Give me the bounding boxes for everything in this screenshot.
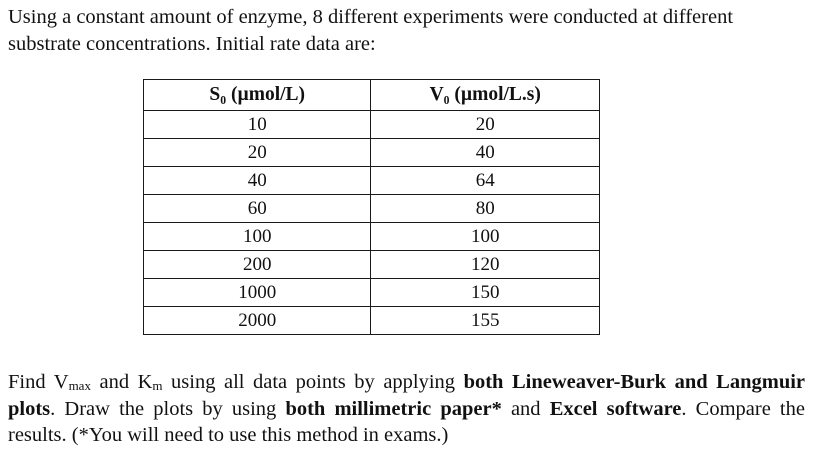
question-text: . Draw the plots by using	[50, 397, 286, 420]
km-subscript: m	[152, 378, 163, 393]
substrate-cell: 20	[144, 139, 371, 167]
question-text: . Compare the results. (*You will need to use this method in exams.)	[8, 397, 805, 446]
question-text: and K	[90, 371, 153, 393]
rate-cell: 40	[371, 139, 600, 167]
rate-cell: 64	[371, 167, 600, 195]
rate-data-table	[143, 79, 600, 335]
table-header-row	[144, 80, 600, 111]
table-row	[144, 251, 600, 279]
question-paragraph	[8, 369, 805, 449]
vmax-subscript: max	[68, 378, 91, 393]
question-text: Find V	[8, 371, 69, 393]
question-text: and	[501, 397, 550, 420]
table-row	[144, 111, 600, 139]
question-text: using all data points by applying	[162, 371, 464, 393]
table-row	[144, 167, 600, 195]
table-row	[144, 195, 600, 223]
intro-paragraph: Using a constant amount of enzyme, 8 different experiments were conducted at different substrate concentrations. Initial rate data are:	[8, 6, 734, 55]
substrate-cell: 2000	[144, 307, 371, 335]
table-row	[144, 139, 600, 167]
substrate-cell: 60	[144, 195, 371, 223]
emphasis-plots: both Lineweaver-Burk and Langmuir plots	[8, 371, 806, 420]
substrate-cell: 100	[144, 223, 371, 251]
substrate-cell: 200	[144, 251, 371, 279]
table-row	[144, 223, 600, 251]
rate-cell: 20	[371, 111, 600, 139]
emphasis-paper: both millimetric paper*	[285, 397, 502, 420]
substrate-cell: 1000	[144, 279, 371, 307]
table-row	[144, 279, 600, 307]
substrate-cell: 10	[144, 111, 371, 139]
initial-rate-header: V₀ (µmol/L.s)	[371, 80, 600, 111]
emphasis-excel: Excel software	[549, 397, 682, 420]
rate-cell: 155	[371, 307, 600, 335]
table-row	[144, 307, 600, 335]
rate-cell: 100	[371, 223, 600, 251]
rate-cell: 120	[371, 251, 600, 279]
rate-cell: 150	[371, 279, 600, 307]
substrate-cell: 40	[144, 167, 371, 195]
substrate-concentration-header: S₀ (µmol/L)	[144, 80, 371, 111]
rate-cell: 80	[371, 195, 600, 223]
